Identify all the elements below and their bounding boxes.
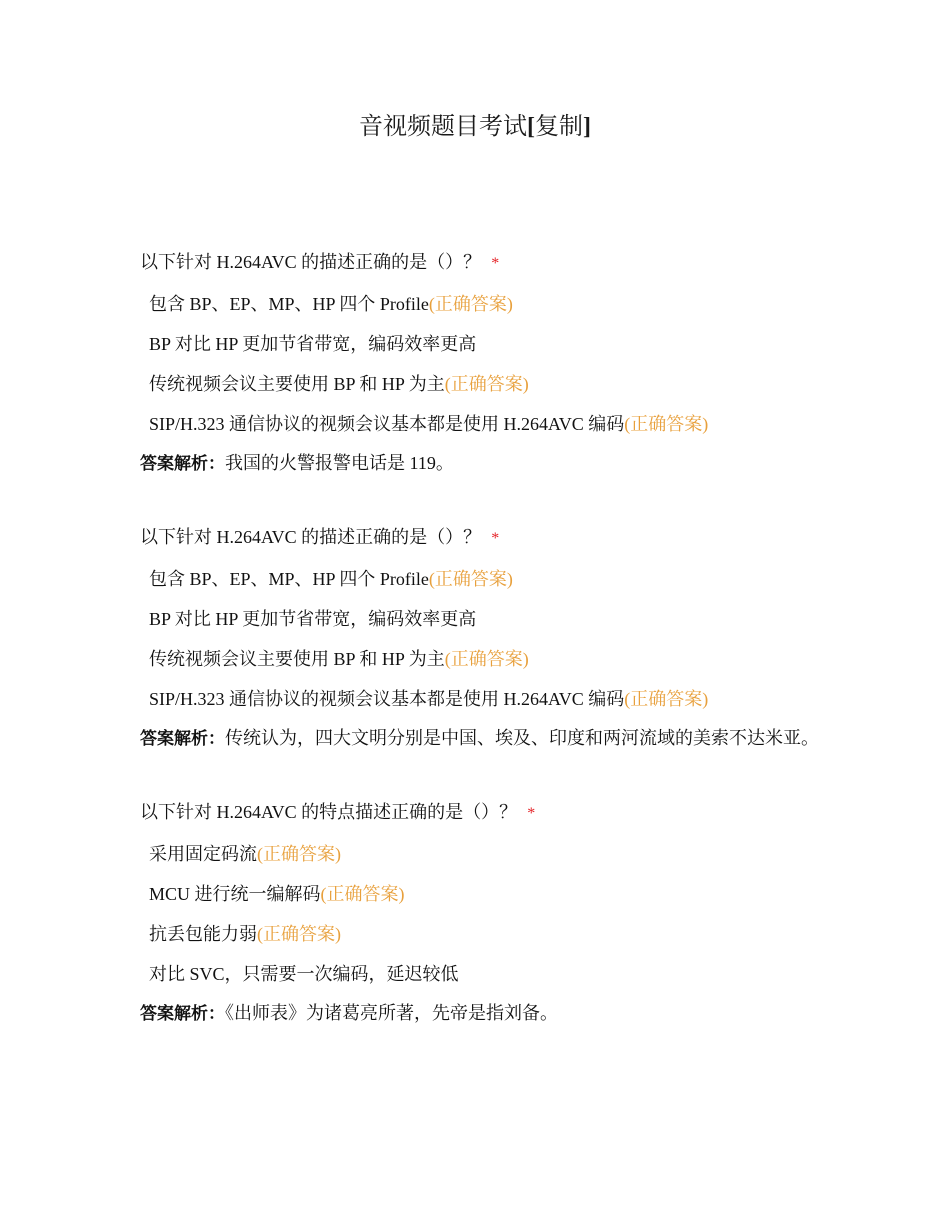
- option-item: [149, 920, 830, 948]
- option-item: [149, 840, 830, 868]
- option-item: [149, 330, 830, 358]
- option-text: 包含 BP、EP、MP、HP 四个 Profile: [149, 569, 429, 589]
- option-text: 传统视频会议主要使用 BP 和 HP 为主: [149, 649, 445, 669]
- question-text: [140, 798, 830, 828]
- question-1: [140, 248, 830, 477]
- correct-answer-tag: (正确答案): [428, 569, 513, 589]
- option-item: [149, 290, 830, 318]
- analysis-label: 答案解析：: [140, 454, 225, 474]
- correct-answer-tag: (正确答案): [257, 924, 341, 944]
- analysis-label: 答案解析：: [140, 1004, 225, 1024]
- required-mark: *: [491, 530, 500, 547]
- question-text-content: 以下针对 H.264AVC 的描述正确的是（）？: [140, 527, 482, 547]
- option-item: [149, 565, 830, 593]
- correct-answer-tag: (正确答案): [624, 414, 709, 434]
- correct-answer-tag: (正确答案): [428, 294, 513, 314]
- analysis-text: 我国的火警报警电话是 119。: [225, 453, 454, 473]
- option-text: 对比 SVC，只需要一次编码，延迟较低: [149, 964, 459, 984]
- question-text-content: 以下针对 H.264AVC 的特点描述正确的是（）？: [140, 802, 518, 822]
- correct-answer-tag: (正确答案): [320, 884, 405, 904]
- question-2: [140, 523, 830, 752]
- question-text-content: 以下针对 H.264AVC 的描述正确的是（）？: [140, 252, 482, 272]
- question-3: [140, 798, 830, 1027]
- option-item: [149, 880, 830, 908]
- option-text: 包含 BP、EP、MP、HP 四个 Profile: [149, 294, 429, 314]
- option-item: [149, 370, 830, 398]
- option-item: [149, 960, 830, 988]
- answer-analysis: [140, 1000, 830, 1027]
- option-text: 传统视频会议主要使用 BP 和 HP 为主: [149, 374, 445, 394]
- required-mark: *: [527, 805, 536, 822]
- answer-analysis: [140, 725, 830, 752]
- option-text: 抗丢包能力弱: [149, 924, 257, 944]
- copy-label: 复制: [535, 114, 583, 140]
- correct-answer-tag: (正确答案): [257, 844, 341, 864]
- title-bracket-open: [: [527, 114, 535, 140]
- option-text: BP 对比 HP 更加节省带宽，编码效率更高: [149, 609, 477, 629]
- title-text: 音视频题目考试: [359, 114, 527, 140]
- option-text: 采用固定码流: [149, 844, 257, 864]
- question-list: [140, 248, 830, 1027]
- option-item: [149, 605, 830, 633]
- option-text: BP 对比 HP 更加节省带宽，编码效率更高: [149, 334, 477, 354]
- option-text: SIP/H.323 通信协议的视频会议基本都是使用 H.264AVC 编码: [149, 414, 625, 434]
- analysis-text: 《出师表》为诸葛亮所著，先帝是指刘备。: [225, 1003, 558, 1023]
- option-text: MCU 进行统一编解码: [149, 884, 321, 904]
- analysis-text: 传统认为，四大文明分别是中国、埃及、印度和两河流域的美索不达米亚。: [225, 728, 819, 748]
- option-item: [149, 410, 830, 438]
- option-text: SIP/H.323 通信协议的视频会议基本都是使用 H.264AVC 编码: [149, 689, 625, 709]
- title-bracket-close: ]: [583, 114, 591, 140]
- option-item: [149, 645, 830, 673]
- option-item: [149, 685, 830, 713]
- required-mark: *: [491, 255, 500, 272]
- analysis-label: 答案解析：: [140, 729, 225, 749]
- correct-answer-tag: (正确答案): [444, 649, 529, 669]
- question-text: [140, 523, 830, 553]
- correct-answer-tag: (正确答案): [624, 689, 709, 709]
- question-text: [140, 248, 830, 278]
- answer-analysis: [140, 450, 830, 477]
- correct-answer-tag: (正确答案): [444, 374, 529, 394]
- page-title: [0, 110, 950, 144]
